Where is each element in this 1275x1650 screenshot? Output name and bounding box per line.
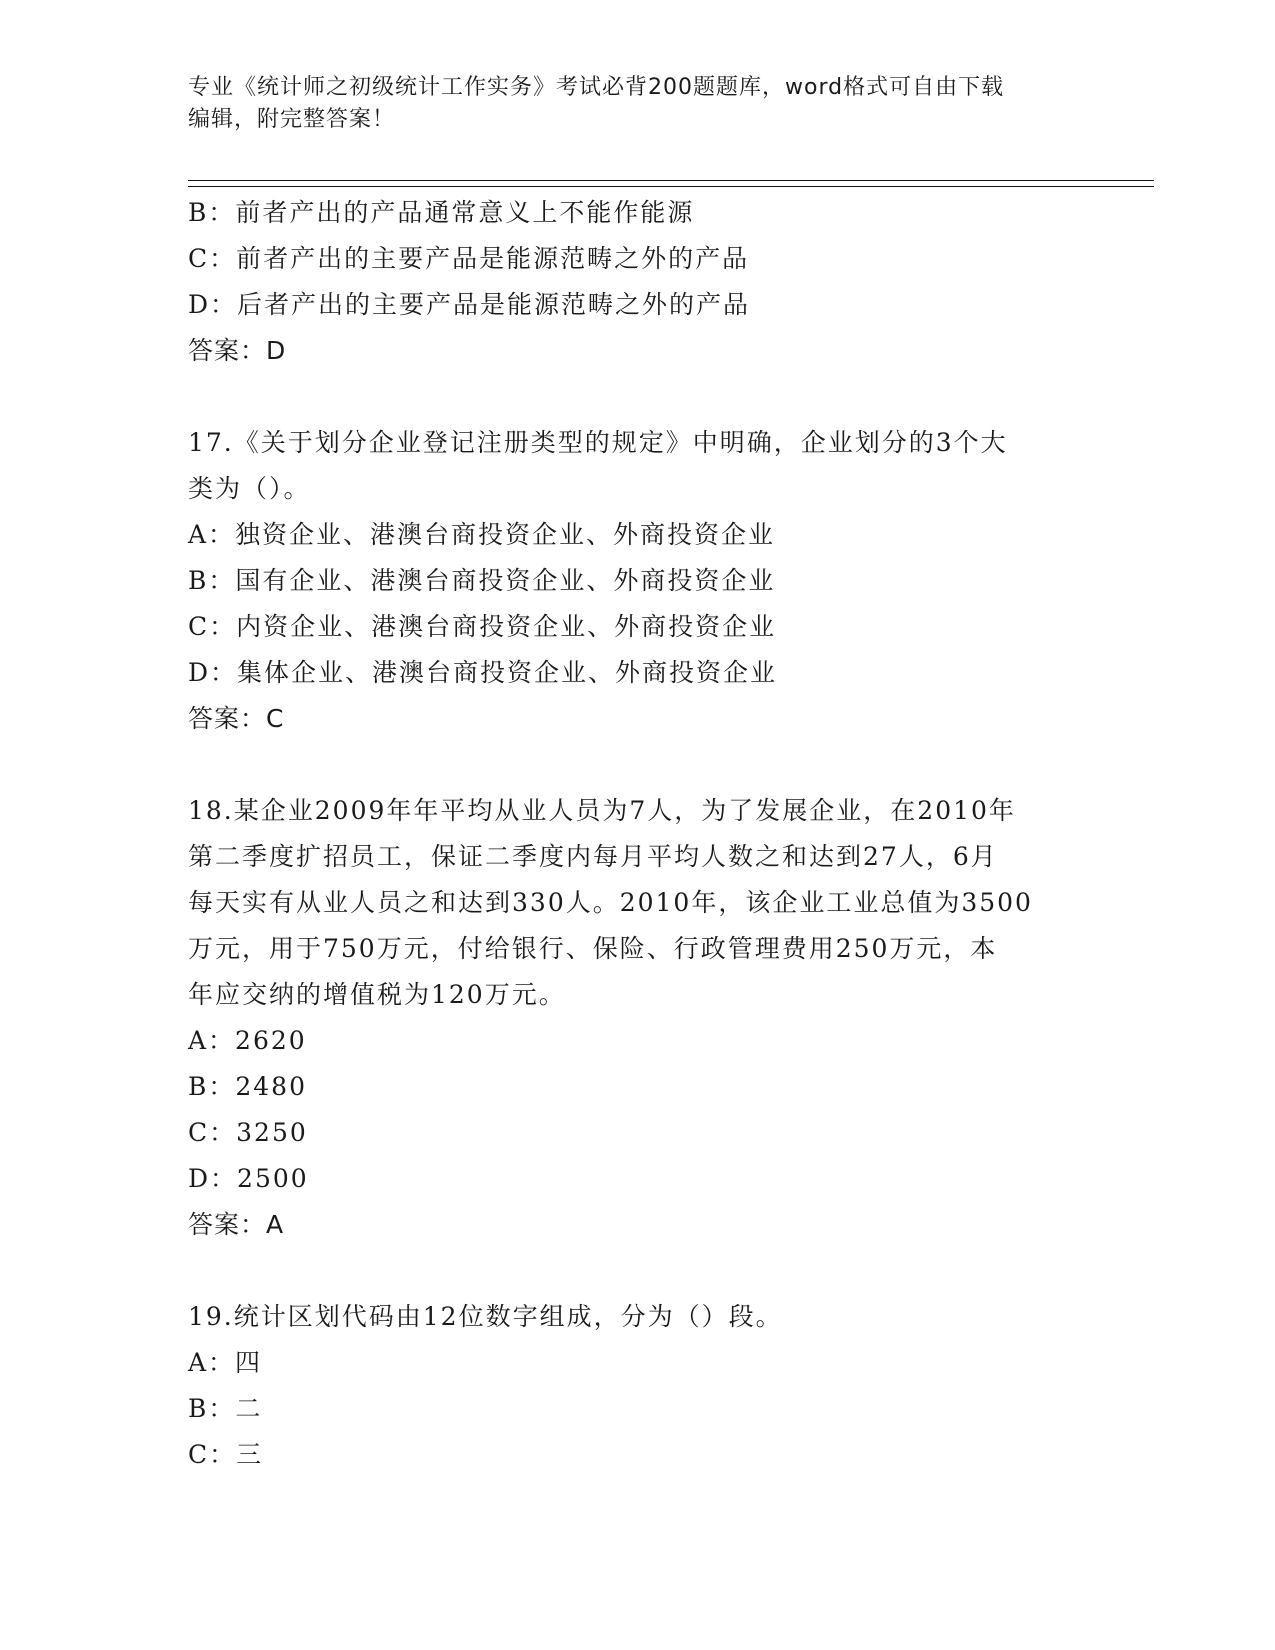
header-line-2: 编辑，附完整答案！ [188,107,396,132]
answer-label: 答案：C [188,704,285,733]
option-c: C：三 [188,1440,264,1469]
header-divider-bottom [188,186,1154,187]
option-c: C：3250 [188,1118,308,1147]
header-line-1: 专业《统计师之初级统计工作实务》考试必背200题题库，word格式可自由下载 [188,75,1005,100]
spacer [188,1248,1088,1294]
option-a: A：四 [188,1348,263,1377]
question-stem: 18.某企业2009年年平均从业人员为7人，为了发展企业，在2010年 [188,796,1016,825]
question-stem: 万元，用于750万元，付给银行、保险、行政管理费用250万元，本 [188,934,998,963]
option-b: B：2480 [188,1072,307,1101]
option-b: B：国有企业、港澳台商投资企业、外商投资企业 [188,566,776,595]
answer-label: 答案：A [188,1210,285,1239]
document-header [188,72,1088,136]
spacer [188,742,1088,788]
option-b: B：前者产出的产品通常意义上不能作能源 [188,198,695,227]
question-stem: 19.统计区划代码由12位数字组成，分为（）段。 [188,1302,783,1331]
question-17 [188,420,1088,742]
spacer [188,374,1088,420]
header-divider-top [188,180,1154,181]
question-stem: 类为（）。 [188,474,311,503]
question-stem: 17.《关于划分企业登记注册类型的规定》中明确，企业划分的3个大 [188,428,1008,457]
question-19 [188,1294,1088,1478]
option-c: C：内资企业、港澳台商投资企业、外商投资企业 [188,612,777,641]
question-stem: 年应交纳的增值税为120万元。 [188,980,566,1009]
answer-label: 答案：D [188,336,287,365]
option-d: D：2500 [188,1164,309,1193]
question-stem: 第二季度扩招员工，保证二季度内每月平均人数之和达到27人，6月 [188,842,998,871]
question-content [188,190,1088,1478]
option-d: D：后者产出的主要产品是能源范畴之外的产品 [188,290,751,319]
question-16 [188,190,1088,374]
question-18 [188,788,1088,1248]
option-a: A：独资企业、港澳台商投资企业、外商投资企业 [188,520,776,549]
question-stem: 每天实有从业人员之和达到330人。2010年，该企业工业总值为3500 [188,888,1033,917]
option-d: D：集体企业、港澳台商投资企业、外商投资企业 [188,658,778,687]
option-c: C：前者产出的主要产品是能源范畴之外的产品 [188,244,750,273]
option-a: A：2620 [188,1026,307,1055]
option-b: B：二 [188,1394,263,1423]
